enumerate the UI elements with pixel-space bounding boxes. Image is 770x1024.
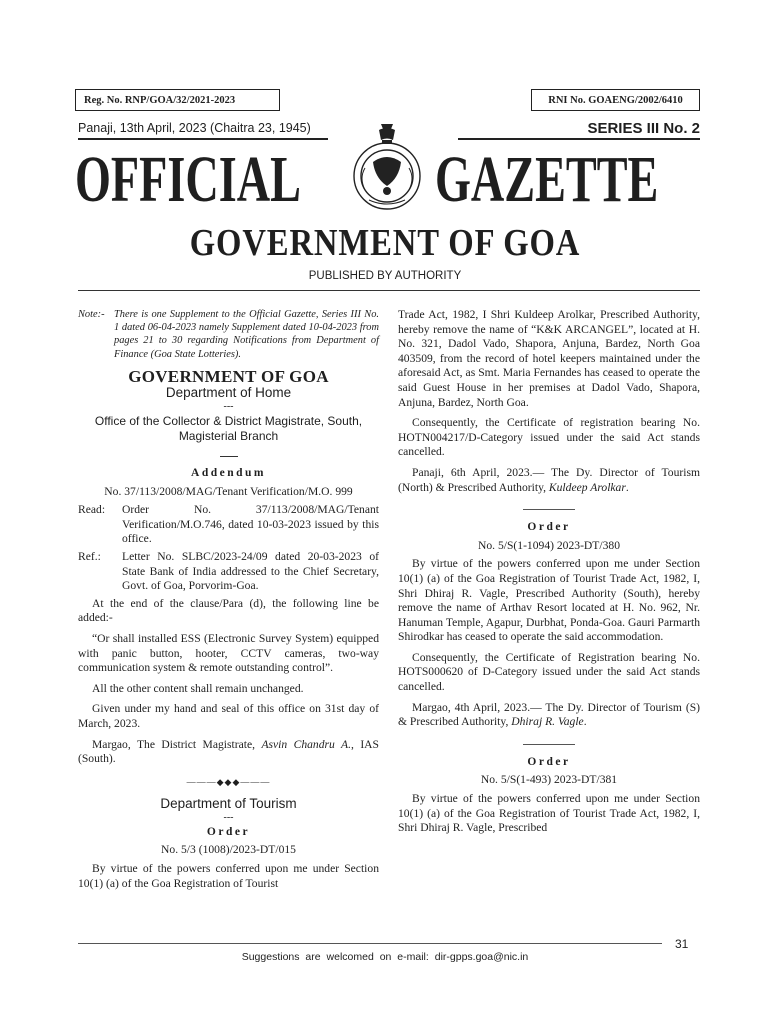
government-title-text: GOVERNMENT OF GOA (189, 222, 581, 264)
addendum-quote: “Or shall installed ESS (Electronic Survey System) equipped with panic button, hooter, CCTV cameras, two-way communication system & remote outstanding control”. (78, 631, 379, 675)
note-label: Note:- (78, 309, 105, 320)
header-rule-left (78, 138, 328, 140)
signature-prefix: Margao, 4th April, 2023.— The Dy. Director of Tourism (S) & Prescribed Authority, (398, 700, 700, 729)
signatory-name: Dhiraj R. Vagle (511, 715, 584, 729)
masthead-gazette: GAZETTE (435, 143, 659, 216)
addendum-signature (78, 738, 379, 767)
addendum-heading: Addendum (191, 467, 266, 479)
addendum-unchanged: All the other content shall remain unchanged. (92, 681, 304, 695)
signatory-name: Kuldeep Arolkar (548, 480, 626, 494)
registration-number: Reg. No. RNP/GOA/32/2021-2023 (75, 89, 280, 111)
read-label: Read: (78, 503, 106, 517)
ref-text: Letter No. SLBC/2023-24/09 dated 20-03-2023 of State Bank of India addressed to the Chief Secretary, Govt. of Goa, Porvorim-Goa. (122, 549, 379, 593)
masthead-official: OFFICIAL (75, 143, 301, 216)
office-heading: Office of the Collector & District Magistrate, South, Magisterial Branch (94, 414, 363, 443)
signature-prefix: Margao, The District Magistrate, (92, 737, 262, 751)
page-number: 31 (675, 937, 689, 951)
order-number: No. 5/S(1-1094) 2023-DT/380 (477, 538, 620, 552)
section-divider: ———◆◆◆——— (186, 776, 271, 787)
certificate-cancelled: Consequently, the Certificate of Registration bearing No. HOTS000620 of D-Category issued under the said Act stands cancelled. (398, 650, 700, 694)
order-signature (398, 701, 700, 730)
header-divider (78, 290, 700, 291)
note-text: There is one Supplement to the Official Gazette, Series III No. 1 dated 06-04-2023 namely Supplement dated 10-04-2023 from pages 21 to 30 regarding Notifications from Department of Finance (Goa State Lotteries). (114, 309, 379, 360)
footer-suggestions: Suggestions are welcomed on e-mail: dir-gpps.goa@nic.in (241, 951, 529, 963)
order-separator (523, 744, 575, 745)
order-heading: Order (206, 825, 251, 838)
order-signature (398, 466, 700, 495)
short-rule (220, 456, 238, 457)
supplement-note (78, 308, 379, 361)
read-reference (78, 503, 379, 547)
order-heading: Order (527, 521, 571, 534)
order-separator (523, 509, 575, 510)
signature-suffix: . (583, 715, 587, 729)
ref-reference (78, 550, 379, 594)
signature-suffix: , IAS (South). (78, 737, 380, 766)
order-continued: Trade Act, 1982, I Shri Kuldeep Arolkar, Prescribed Authority, hereby remove the name of “K&K ARCANGEL”, located at H. No. 321, Dadol Vado, Shapora, Anjuna, Bardez, North Goa 403509, from the record of hotel keepers maintained under the aforesaid Act, as Smt. Maria Fernandes has ceased to operate the said Guest House in her premises at Dadol Vado, Shapora, Anjuna, Bardez, North Goa. (398, 308, 700, 409)
order-number: No. 5/S(1-493) 2023-DT/381 (480, 773, 618, 787)
order-paragraph: By virtue of the powers conferred upon me under Section 10(1) (a) of the Goa Registration of Tourist Trade Act, 1982, I, Shri Dhiraj R. Vagle, Prescribed (398, 792, 700, 835)
read-text: Order No. 37/113/2008/MAG/Tenant Verification/M.O.746, dated 10-03-2023 issued by this office. (122, 503, 379, 546)
tourism-dashes: --- (223, 811, 234, 823)
addendum-number: No. 37/113/2008/MAG/Tenant Verification/M.O. 999 (104, 484, 353, 498)
order-paragraph: By virtue of the powers conferred upon me under Section 10(1) (a) of the Goa Registration of Tourist (78, 862, 379, 890)
issue-date: Panaji, 13th April, 2023 (Chaitra 23, 1945) (78, 121, 311, 135)
published-by-authority: PUBLISHED BY AUTHORITY (308, 270, 462, 282)
state-emblem-icon (341, 118, 433, 218)
header-rule-right (458, 138, 700, 140)
order-paragraph: By virtue of the powers conferred upon me under Section 10(1) (a) of the Goa Registration of Tourist Trade Act, 1982, I, Shri Dhiraj R. Vagle, Prescribed Authority (South), hereby remove the name of Arthav Resort located at H. No. 962, Nr. Hanuman Temple, Agapur, Durbhat, Ponda-Goa. Gauri Parmarth Shirodkar has ceased to operate the said accommodation. (398, 557, 700, 644)
signature-suffix: . (625, 480, 629, 494)
department-home-heading: Department of Home (165, 385, 292, 401)
department-tourism-heading: Department of Tourism (160, 796, 297, 812)
order-number: No. 5/3 (1008)/2023-DT/015 (161, 843, 296, 857)
ref-label: Ref.: (78, 549, 101, 563)
left-column (78, 308, 379, 897)
addendum-paragraph: At the end of the clause/Para (d), the following line be added:- (78, 596, 379, 625)
rni-number: RNI No. GOAENG/2002/6410 (531, 89, 700, 111)
government-title (0, 224, 770, 262)
series-number: SERIES III No. 2 (587, 120, 700, 137)
addendum-given: Given under my hand and seal of this office on 31st day of March, 2023. (78, 702, 379, 730)
signatory-name: Asvin Chandru A. (261, 737, 352, 751)
certificate-cancelled: Consequently, the Certificate of registration bearing No. HOTN004217/D-Category issued under the said Act stands cancelled. (398, 416, 700, 459)
section-government-heading: GOVERNMENT OF GOA (128, 366, 329, 386)
footer-rule (78, 943, 662, 944)
order-heading: Order (527, 755, 571, 768)
right-column (398, 308, 700, 842)
signature-prefix: Panaji, 6th April, 2023.— The Dy. Director of Tourism (North) & Prescribed Authority, (398, 465, 700, 494)
dashes-separator: --- (223, 401, 234, 412)
